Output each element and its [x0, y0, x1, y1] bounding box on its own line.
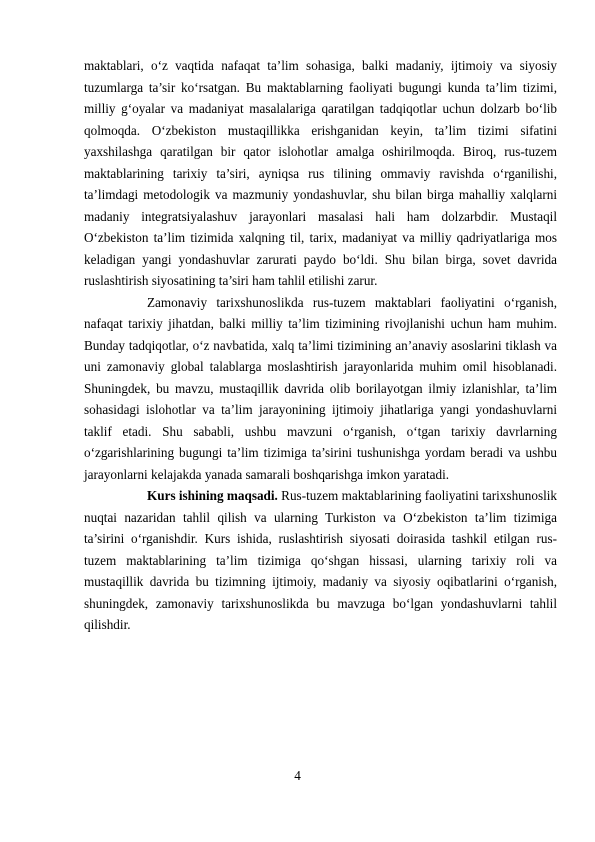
paragraph-continuation: maktablari, o‘z vaqtida nafaqat ta’lim sohasiga, balki madaniy, ijtimoiy va siyosiy tuzumlarga ta’sir ko‘rsatgan. Bu maktablarning faoliyati bugungi kunda ta’lim tizimi, milliy g‘oyalar va madaniyat masalalariga qaratilgan tadqiqotlar uchun dolzarb bo‘lib qolmoqda. O‘zbekiston mustaqillikka erishganidan keyin, ta’lim tizimi sifatini yaxshilashga qaratilgan bir qator islohotlar amalga oshirilmoqda. Biroq, rus-tuzem maktablarining tarixiy ta’siri, ayniqsa rus tilining ommaviy ravishda o‘rganilishi, ta’limdagi metodologik va mazmuniy yondashuvlar, shu bilan birga mahalliy xalqlarni madaniy integratsiyalashuv jarayonlari masalasi hali ham dolzarbdir. Mustaqil O‘zbekiston ta’lim tizimida xalqning til, tarix, madaniyat va milliy qadriyatlariga mos keladigan yangi yondashuvlar zarurati paydo bo‘ldi. Shu bilan birga, sovet davrida ruslashtirish siyosatining ta’siri ham tahlil etilishi zarur.	[84, 58, 557, 288]
paragraph-historiography: Zamonaviy tarixshunoslikda rus-tuzem maktablari faoliyatini o‘rganish, nafaqat tarixiy jihatdan, balki milliy ta’lim tizimining rivojlanishi uchun ham muhim. Bunday tadqiqotlar, o‘z navbatida, xalq ta’limi tizimining an’anaviy asoslarini tiklash va uni zamonaviy global talablarga moslashtirish jarayonlarida muhim omil hisoblanadi. Shuningdek, bu mavzu, mustaqillik davrida olib borilayotgan ilmiy izlanishlar, ta’lim sohasidagi islohotlar va ta’lim jarayonining ijtimoiy jihatlariga yangi yondashuvlarni taklif etadi. Shu sababli, ushbu mavzuni o‘rganish, o‘tgan tarixiy davrlarning o‘zgarishlarining bugungi ta’lim tizimiga ta’sirini tushunishga yordam beradi va ushbu jarayonlarni kelajakda yanada samarali boshqarishga imkon yaratadi.	[84, 294, 557, 482]
paragraph-course-goal	[84, 485, 557, 636]
course-goal-text: Rus-tuzem maktablarining faoliyatini tarixshunoslik nuqtai nazaridan tahlil qilish va ularning Turkiston va O‘zbekiston ta’lim tizimiga ta’sirini o‘rganishdir. Kurs ishida, ruslashtirish siyosati doirasida tashkil etilgan rus-tuzem maktablarining ta’lim tizimiga qo‘shgan hissasi, ularning tarixiy roli va mustaqillik davrida bu tizimning ijtimoiy, madaniy va siyosiy oqibatlarini o‘rganish, shuningdek, zamonaviy tarixshunoslikda bu mavzuga bo‘lgan yondashuvlarni tahlil qilishdir.	[84, 488, 557, 632]
page-number: 4	[294, 768, 301, 783]
document-body	[84, 55, 557, 636]
course-goal-heading: Kurs ishining maqsadi.	[147, 488, 278, 503]
